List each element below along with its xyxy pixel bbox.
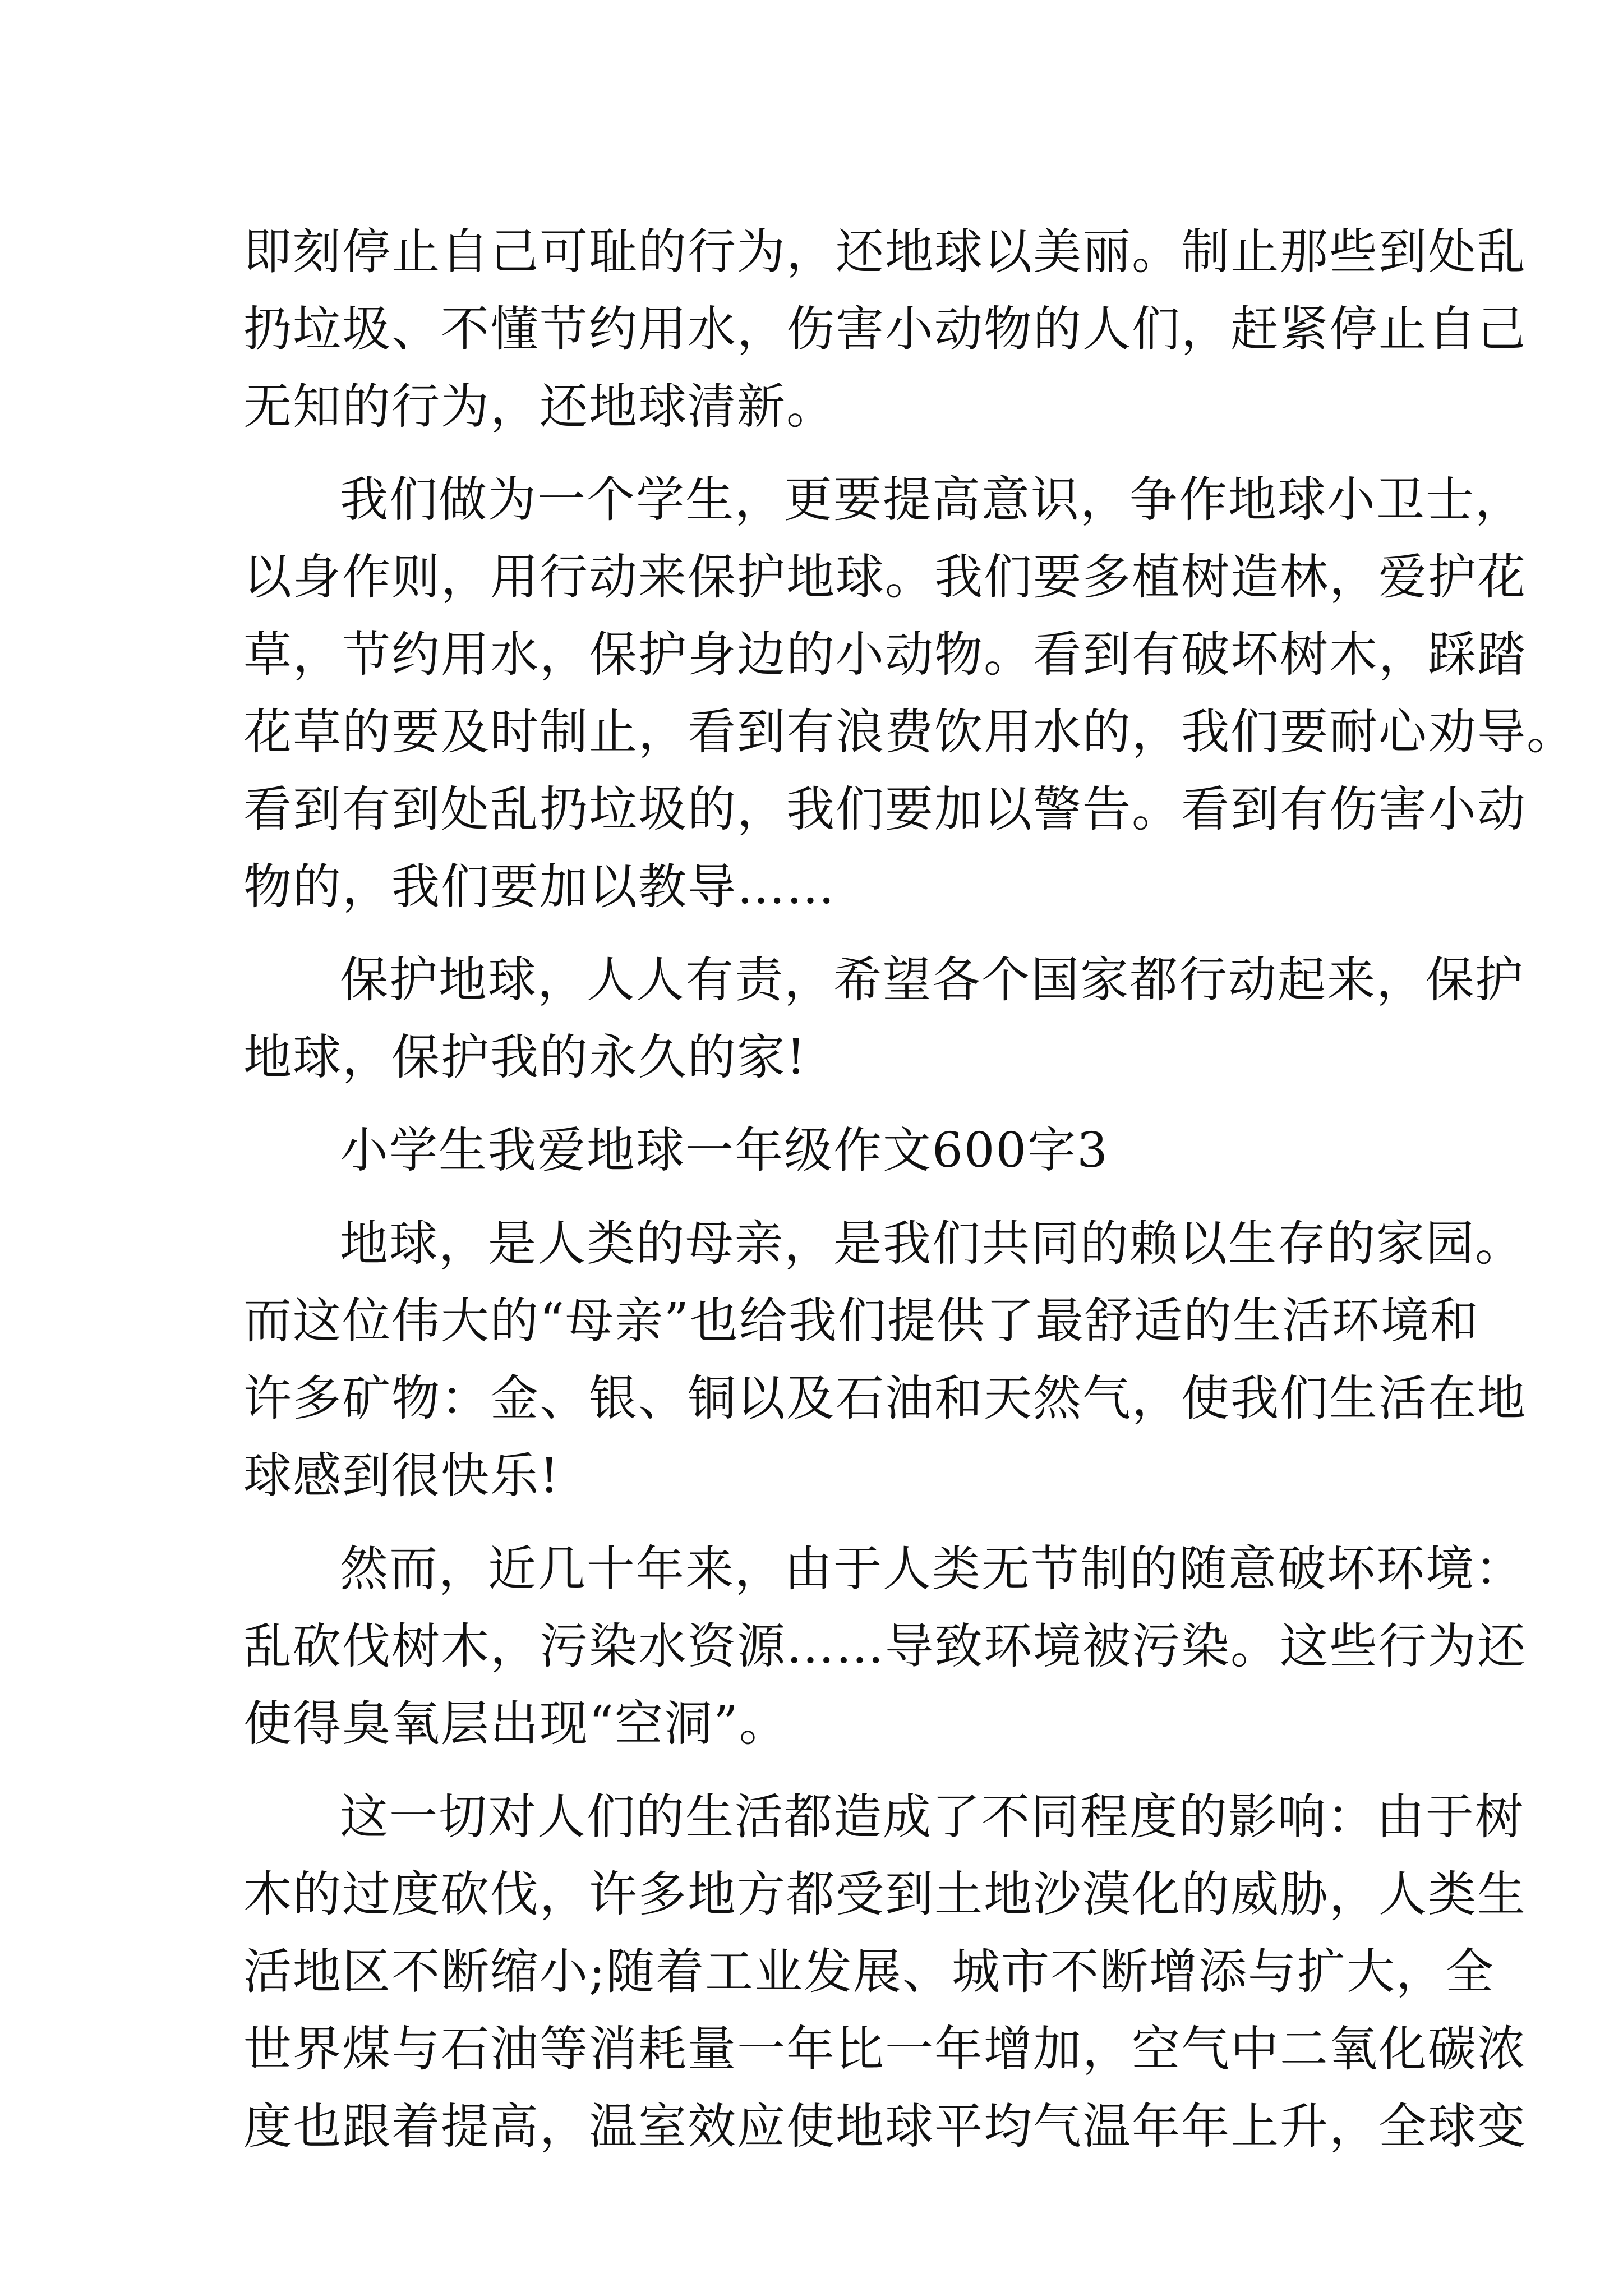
text-line: 地球，是人类的母亲，是我们共同的赖以生存的家园。 (340, 1216, 1524, 1272)
paragraph-6 (243, 1778, 1527, 2165)
heading-line: 小学生我爱地球一年级作文600字3 (340, 1122, 1109, 1179)
text-line: 即刻停止自己可耻的行为，还地球以美丽。制止那些到处乱 (243, 224, 1527, 280)
document-body (243, 213, 1576, 2165)
paragraph-4 (243, 1205, 1527, 1515)
paragraph-spacer (243, 1763, 1387, 1778)
text-line: 扔垃圾、不懂节约用水，伤害小动物的人们，赶紧停止自己 (243, 301, 1527, 357)
text-line: 无知的行为，还地球清新。 (243, 379, 836, 435)
text-line: 地球，保护我的永久的家! (243, 1029, 807, 1085)
text-line: 草，节约用水，保护身边的小动物。看到有破坏树木，踩踏 (243, 627, 1527, 683)
paragraph-spacer (243, 445, 1387, 461)
paragraph-3 (243, 941, 1524, 1096)
text-line: 球感到很快乐! (243, 1448, 560, 1504)
paragraph-spacer (243, 1096, 1387, 1112)
text-line: 世界煤与石油等消耗量一年比一年增加，空气中二氧化碳浓 (243, 2021, 1527, 2077)
text-line: 我们做为一个学生，更要提高意识，争作地球小卫士， (340, 472, 1524, 528)
text-line: 这一切对人们的生活都造成了不同程度的影响：由于树 (340, 1789, 1524, 1845)
text-line: 而这位伟大的“母亲”也给我们提供了最舒适的生活环境和 (243, 1293, 1479, 1349)
text-line: 然而，近几十年来，由于人类无节制的随意破坏环境： (340, 1541, 1524, 1597)
text-line: 花草的要及时制止，看到有浪费饮用水的，我们要耐心劝导。 (243, 704, 1576, 760)
text-line: 看到有到处乱扔垃圾的，我们要加以警告。看到有伤害小动 (243, 781, 1527, 838)
text-line: 物的，我们要加以教导…… (243, 859, 836, 915)
text-line: 木的过度砍伐，许多地方都受到土地沙漠化的威胁，人类生 (243, 1866, 1527, 1922)
text-line: 乱砍伐树木，污染水资源……导致环境被污染。这些行为还 (243, 1618, 1527, 1674)
text-line: 活地区不断缩小;随着工业发展、城市不断增添与扩大，全 (243, 1944, 1495, 2000)
text-line: 度也跟着提高，温室效应使地球平均气温年年上升，全球变 (243, 2099, 1527, 2155)
text-line: 以身作则，用行动来保护地球。我们要多植树造林，爱护花 (243, 549, 1527, 605)
text-line: 保护地球，人人有责，希望各个国家都行动起来，保护 (340, 952, 1524, 1008)
paragraph-1 (243, 213, 1527, 445)
section-heading (243, 1112, 1387, 1189)
paragraph-spacer (243, 926, 1387, 941)
paragraph-5 (243, 1530, 1527, 1763)
paragraph-spacer (243, 1189, 1387, 1205)
text-line: 使得臭氧层出现“空洞”。 (243, 1696, 789, 1752)
text-line: 许多矿物：金、银、铜以及石油和天然气，使我们生活在地 (243, 1370, 1527, 1427)
paragraph-spacer (243, 1515, 1387, 1530)
paragraph-2 (243, 461, 1576, 926)
